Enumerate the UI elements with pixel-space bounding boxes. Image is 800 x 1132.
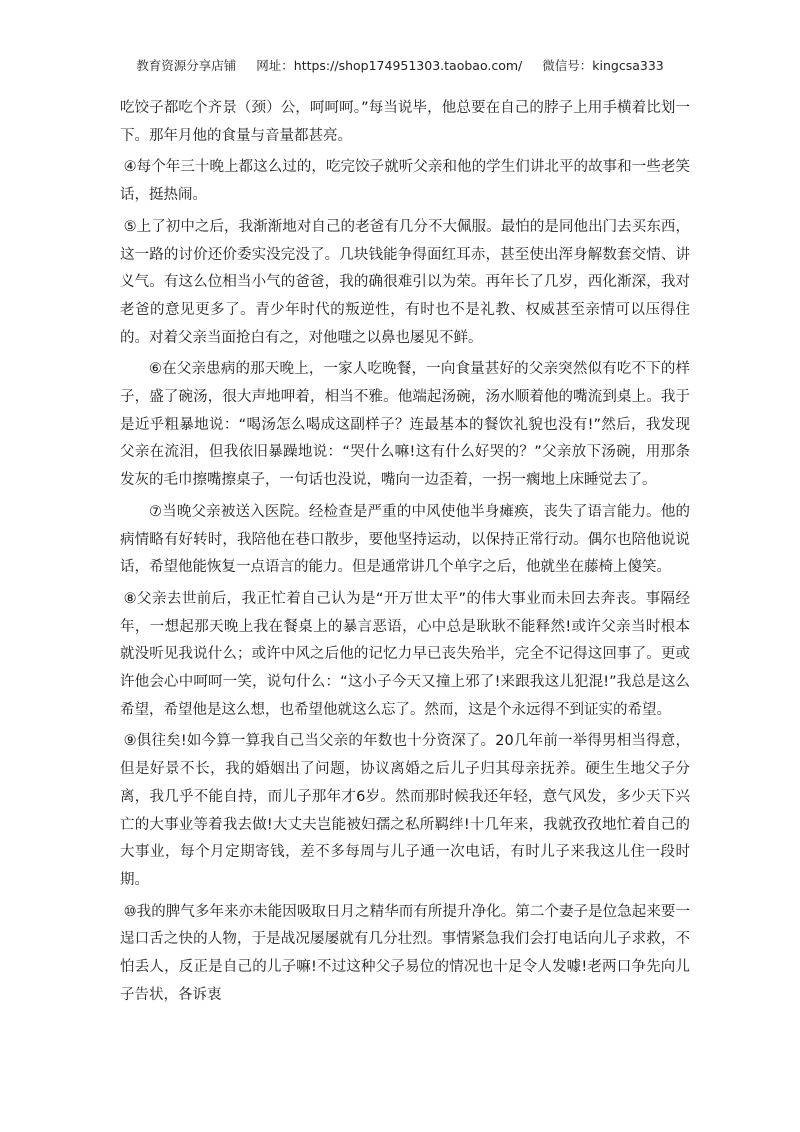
header-wechat: 微信号：kingcsa333 <box>542 58 664 73</box>
paragraph-8: ⑧父亲去世前后，我正忙着自己认为是“开万世太平”的伟大事业而未回去奔丧。事隔经年，一想起那天晚上我在餐桌上的暴言恶语，心中总是耿耿不能释然!或许父亲当时根本就没听见我说什么；或许中风之后他的记忆力早已丧失殆半，完全不记得这回事了。更或许他会心中呵呵一笑，说句什么：“这小子今天又撞上邪了!来跟我这儿犯混!”我总是这么希望，希望他是这么想，也希望他就这么忘了。然而，这是个永远得不到证实的希望。 <box>120 590 690 718</box>
paragraph-continued: 吃饺子都吃个齐景（颈）公，呵呵呵。”每当说毕，他总要在自己的脖子上用手横着比划一下。那年月他的食量与音量都甚亮。 <box>120 100 690 144</box>
paragraph-9: ⑨俱往矣!如今算一算我自己当父亲的年数也十分资深了。20几年前一举得男相当得意，但是好景不长，我的婚姻出了问题，协议离婚之后儿子归其母亲抚养。硬生生地父子分离，我几乎不能自持，而儿子那年才6岁。然而那时候我还年轻，意气风发，多少天下兴亡的大事业等着我去做!大丈夫岂能被妇孺之私所羁绊!十几年来，我就孜孜地忙着自己的大事业，每个月定期寄钱，差不多每周与儿子通一次电话，有时儿子来我这儿住一段时期。 <box>120 733 690 888</box>
paragraph-4: ④每个年三十晚上都这么过的，吃完饺子就听父亲和他的学生们讲北平的故事和一些老笑话，挺热闹。 <box>120 159 690 204</box>
page-header <box>0 56 800 74</box>
paragraph-5: ⑤上了初中之后，我渐渐地对自己的老爸有几分不大佩服。最怕的是同他出门去买东西，这一路的讨价还价委实没完没了。几块钱能争得面红耳赤，甚至使出浑身解数套交情、讲义气。有这么位相当小气的爸爸，我的确很难引以为荣。再年长了几岁，西化渐深，我对老爸的意见更多了。青少年时代的叛逆性，有时也不是礼教、权威甚至亲情可以压得住的。对着父亲当面抢白有之，对他嗤之以鼻也屡见不鲜。 <box>120 218 690 346</box>
paragraph-6: ⑥在父亲患病的那天晚上，一家人吃晚餐，一向食量甚好的父亲突然似有吃不下的样子，盛了碗汤，很大声地呷着，相当不雅。他端起汤碗，汤水顺着他的嘴流到桌上。我于是近乎粗暴地说：“喝汤怎么喝成这副样子？连最基本的餐饮礼貌也没有!”然后，我发现父亲在流泪，但我依旧暴躁地说：“哭什么嘛!这有什么好哭的？”父亲放下汤碗，用那条发灰的毛巾擦嘴擦桌子，一句话也没说，嘴向一边歪着，一拐一瘸地上床睡觉去了。 <box>120 361 690 489</box>
header-url[interactable]: 网址：https://shop174951303.taobao.com/ <box>256 58 523 73</box>
paragraph-10: ⑩我的脾气多年来亦未能因吸取日月之精华而有所提升净化。第二个妻子是位急起来要一逞口舌之快的人物，于是战况屡屡就有几分壮烈。事情紧急我们会打电话向儿子求救，不怕丢人，反正是自己的儿子嘛!不过这种父子易位的情况也十足令人发噱!老两口争先向儿子告状，各诉衷 <box>120 903 690 1003</box>
header-shop: 教育资源分享店铺 <box>136 58 237 73</box>
paragraph-7: ⑦当晚父亲被送入医院。经检查是严重的中风使他半身瘫痪，丧失了语言能力。他的病情略有好转时，我陪他在巷口散步，要他坚持运动，以保持正常行动。偶尔也陪他说说话，希望他能恢复一点语言的能力。但是通常讲几个单字之后，他就坐在藤椅上傻笑。 <box>120 503 690 576</box>
article-body <box>120 95 690 1014</box>
